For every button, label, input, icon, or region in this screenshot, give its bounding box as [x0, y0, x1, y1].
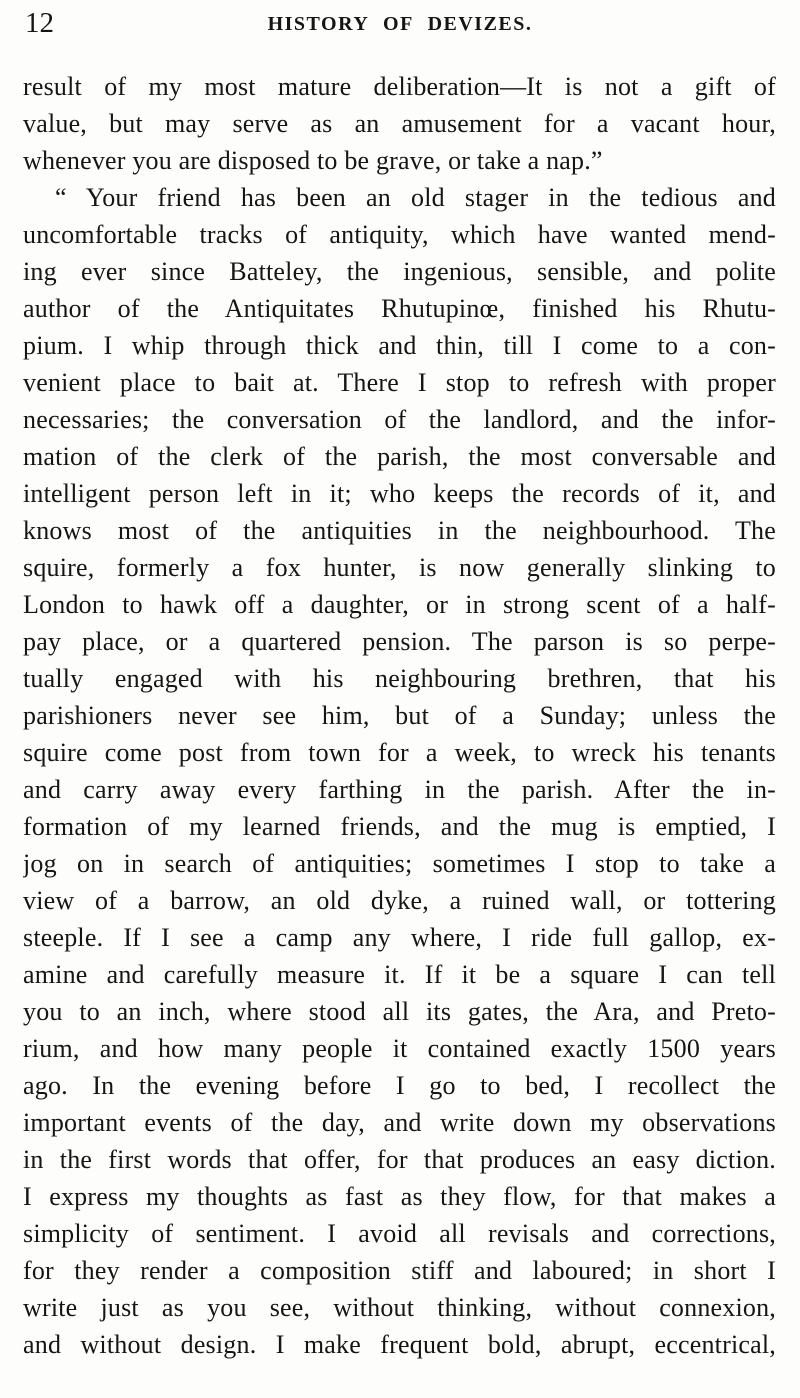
text-line: formation of my learned friends, and the mug is emptied, I [23, 812, 776, 841]
text-line: value, but may serve as an amusement for a vacant hour, [23, 109, 776, 138]
page-number: 12 [25, 7, 54, 39]
text-line: uncomfortable tracks of antiquity, which have wanted mend- [23, 220, 776, 249]
text-line: important events of the day, and write down my observations [23, 1108, 776, 1137]
text-line: squire come post from town for a week, to wreck his tenants [23, 738, 776, 767]
text-line: you to an inch, where stood all its gates, the Ara, and Preto- [23, 997, 776, 1026]
text-line: parishioners never see him, but of a Sunday; unless the [23, 701, 776, 730]
text-line: result of my most mature deliberation—It is not a gift of [23, 72, 776, 101]
text-line: I express my thoughts as fast as they flow, for that makes a [23, 1182, 776, 1211]
text-line: author of the Antiquitates Rhutupinœ, finished his Rhutu- [23, 294, 776, 323]
text-line: view of a barrow, an old dyke, a ruined wall, or tottering [23, 886, 776, 915]
text-line: jog on in search of antiquities; sometimes I stop to take a [23, 849, 776, 878]
running-head: HISTORY OF DEVIZES. [267, 13, 533, 35]
text-line: steeple. If I see a camp any where, I ride full gallop, ex- [23, 923, 776, 952]
text-line: London to hawk off a daughter, or in strong scent of a half- [23, 590, 776, 619]
text-line: ing ever since Batteley, the ingenious, sensible, and polite [23, 257, 776, 286]
text-line: squire, formerly a fox hunter, is now generally slinking to [23, 553, 776, 582]
text-line: intelligent person left in it; who keeps the records of it, and [23, 479, 776, 508]
text-line: ago. In the evening before I go to bed, I recollect the [23, 1071, 776, 1100]
text-line: and carry away every farthing in the parish. After the in- [23, 775, 776, 804]
text-line: mation of the clerk of the parish, the most conversable and [23, 442, 776, 471]
text-line: knows most of the antiquities in the neighbourhood. The [23, 516, 776, 545]
text-line: write just as you see, without thinking, without connexion, [23, 1293, 776, 1322]
text-line: necessaries; the conversation of the landlord, and the infor- [23, 405, 776, 434]
text-line: simplicity of sentiment. I avoid all revisals and corrections, [23, 1219, 776, 1248]
text-line: whenever you are disposed to be grave, or take a nap.” [23, 146, 603, 175]
body-text [23, 68, 776, 1363]
text-line: pium. I whip through thick and thin, till I come to a con- [23, 331, 776, 360]
text-line: rium, and how many people it contained exactly 1500 years [23, 1034, 776, 1063]
text-line: and without design. I make frequent bold, abrupt, eccentrical, [23, 1330, 776, 1359]
text-line: pay place, or a quartered pension. The parson is so perpe- [23, 627, 776, 656]
text-line: in the first words that offer, for that produces an easy diction. [23, 1145, 776, 1174]
text-line: for they render a composition stiff and laboured; in short I [23, 1256, 776, 1285]
text-line: “ Your friend has been an old stager in the tedious and [55, 183, 776, 212]
text-line: tually engaged with his neighbouring brethren, that his [23, 664, 776, 693]
text-line: venient place to bait at. There I stop to refresh with proper [23, 368, 776, 397]
page-header [0, 0, 800, 56]
text-line: amine and carefully measure it. If it be a square I can tell [23, 960, 776, 989]
